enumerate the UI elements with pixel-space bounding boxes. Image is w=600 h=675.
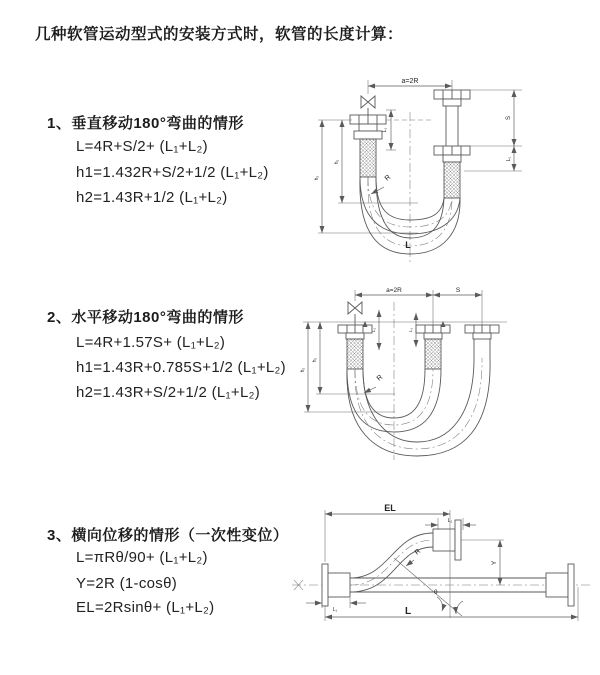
dim-label-h1: h₁ [334,159,340,165]
angle-label-theta: θ [434,589,438,596]
dim-label-r: R [375,373,385,383]
dim-label-y: Y [491,560,498,566]
dim-label-h1: h₁ [312,357,318,363]
left-flange-fitting [322,564,350,606]
section-3-formula-L: L=πRθ/90+ (L₁+L₂) [76,549,208,566]
diagram-3-lateral-displacement [290,500,600,645]
valve-icon [361,96,375,115]
section-2-formula-L: L=4R+1.57S+ (L₁+L₂) [76,334,226,351]
dim-label-l: L [404,606,412,617]
section-3-formula-Y: Y=2R (1-cosθ) [76,575,178,592]
braided-hose-section [444,162,460,198]
section-2-heading: 2、水平移动180°弯曲的情形 [47,309,244,326]
left-flange-fitting [350,115,386,177]
dim-label-l1-right: L₁ [506,156,512,162]
section-3-formula-EL: EL=2Rsinθ+ (L₁+L₂) [76,599,215,616]
dimension-l1-left [371,310,379,350]
section-2-formula-h1: h1=1.43R+0.785S+1/2 (L₁+L₂) [76,359,286,376]
section-2-formula-h2: h2=1.43R+S/2+1/2 (L₁+L₂) [76,384,261,401]
hose-u-bend-curves [347,358,490,456]
section-1-heading: 1、垂直移动180°弯曲的情形 [47,115,244,132]
dim-label-r: R [413,547,423,557]
dim-label-h2: h₂ [300,367,306,373]
section-1-formula-h1: h1=1.432R+S/2+1/2 (L₁+L₂) [76,164,269,181]
section-3-heading: 3、横向位移的情形（一次性变位） [47,527,289,544]
dim-label-l: L [405,240,411,250]
dim-label-l1-bottom: L₁ [332,607,338,613]
braided-hose-section [347,339,363,369]
dimension-s [470,90,522,146]
page-title: 几种软管运动型式的安装方式时，软管的长度计算： [35,26,404,43]
dim-label-a2r: a=2R [386,287,402,294]
section-1-formula-h2: h2=1.43R+1/2 (L₁+L₂) [76,189,228,206]
dim-label-l1: L₁ [408,327,413,333]
hose-s-curve [350,533,433,592]
dim-label-l1: L₁ [382,127,388,133]
diagram-1-vertical-180-bend [300,70,590,270]
right-flange-fitting [434,90,470,198]
dimension-l1-top [425,518,476,530]
diagram-2-horizontal-180-bend [295,280,595,465]
upper-flange-fitting [433,520,461,560]
dimension-l1-left [306,596,366,613]
middle-flange-fitting [416,321,450,369]
dim-label-s: S [455,287,461,294]
dimension-el [325,503,450,562]
dim-label-s: S [506,115,512,121]
dim-label-el: EL [384,503,396,513]
angle-construction [394,510,463,618]
braided-hose-section [425,339,441,369]
radius-callout [406,548,422,566]
braided-hose-section [360,139,376,177]
right-flange-fitting [465,325,499,358]
dimension-l1-mid [408,313,416,347]
dimension-s [433,287,482,295]
radius-callout [364,374,384,393]
dimension-a2r [355,287,482,325]
valve-icon [348,302,362,325]
right-flange-fitting [546,564,574,606]
section-1-formula-L: L=4R+S/2+ (L₁+L₂) [76,138,208,155]
dim-label-a2r: a=2R [401,78,419,85]
dim-label-l1: L₁ [371,327,376,333]
dim-label-l1-top: L₁ [447,518,453,524]
dimension-l1-right [464,146,522,171]
dim-label-h2: h₂ [314,175,320,181]
dim-label-r: R [383,173,393,183]
left-flange-fitting [338,321,372,369]
